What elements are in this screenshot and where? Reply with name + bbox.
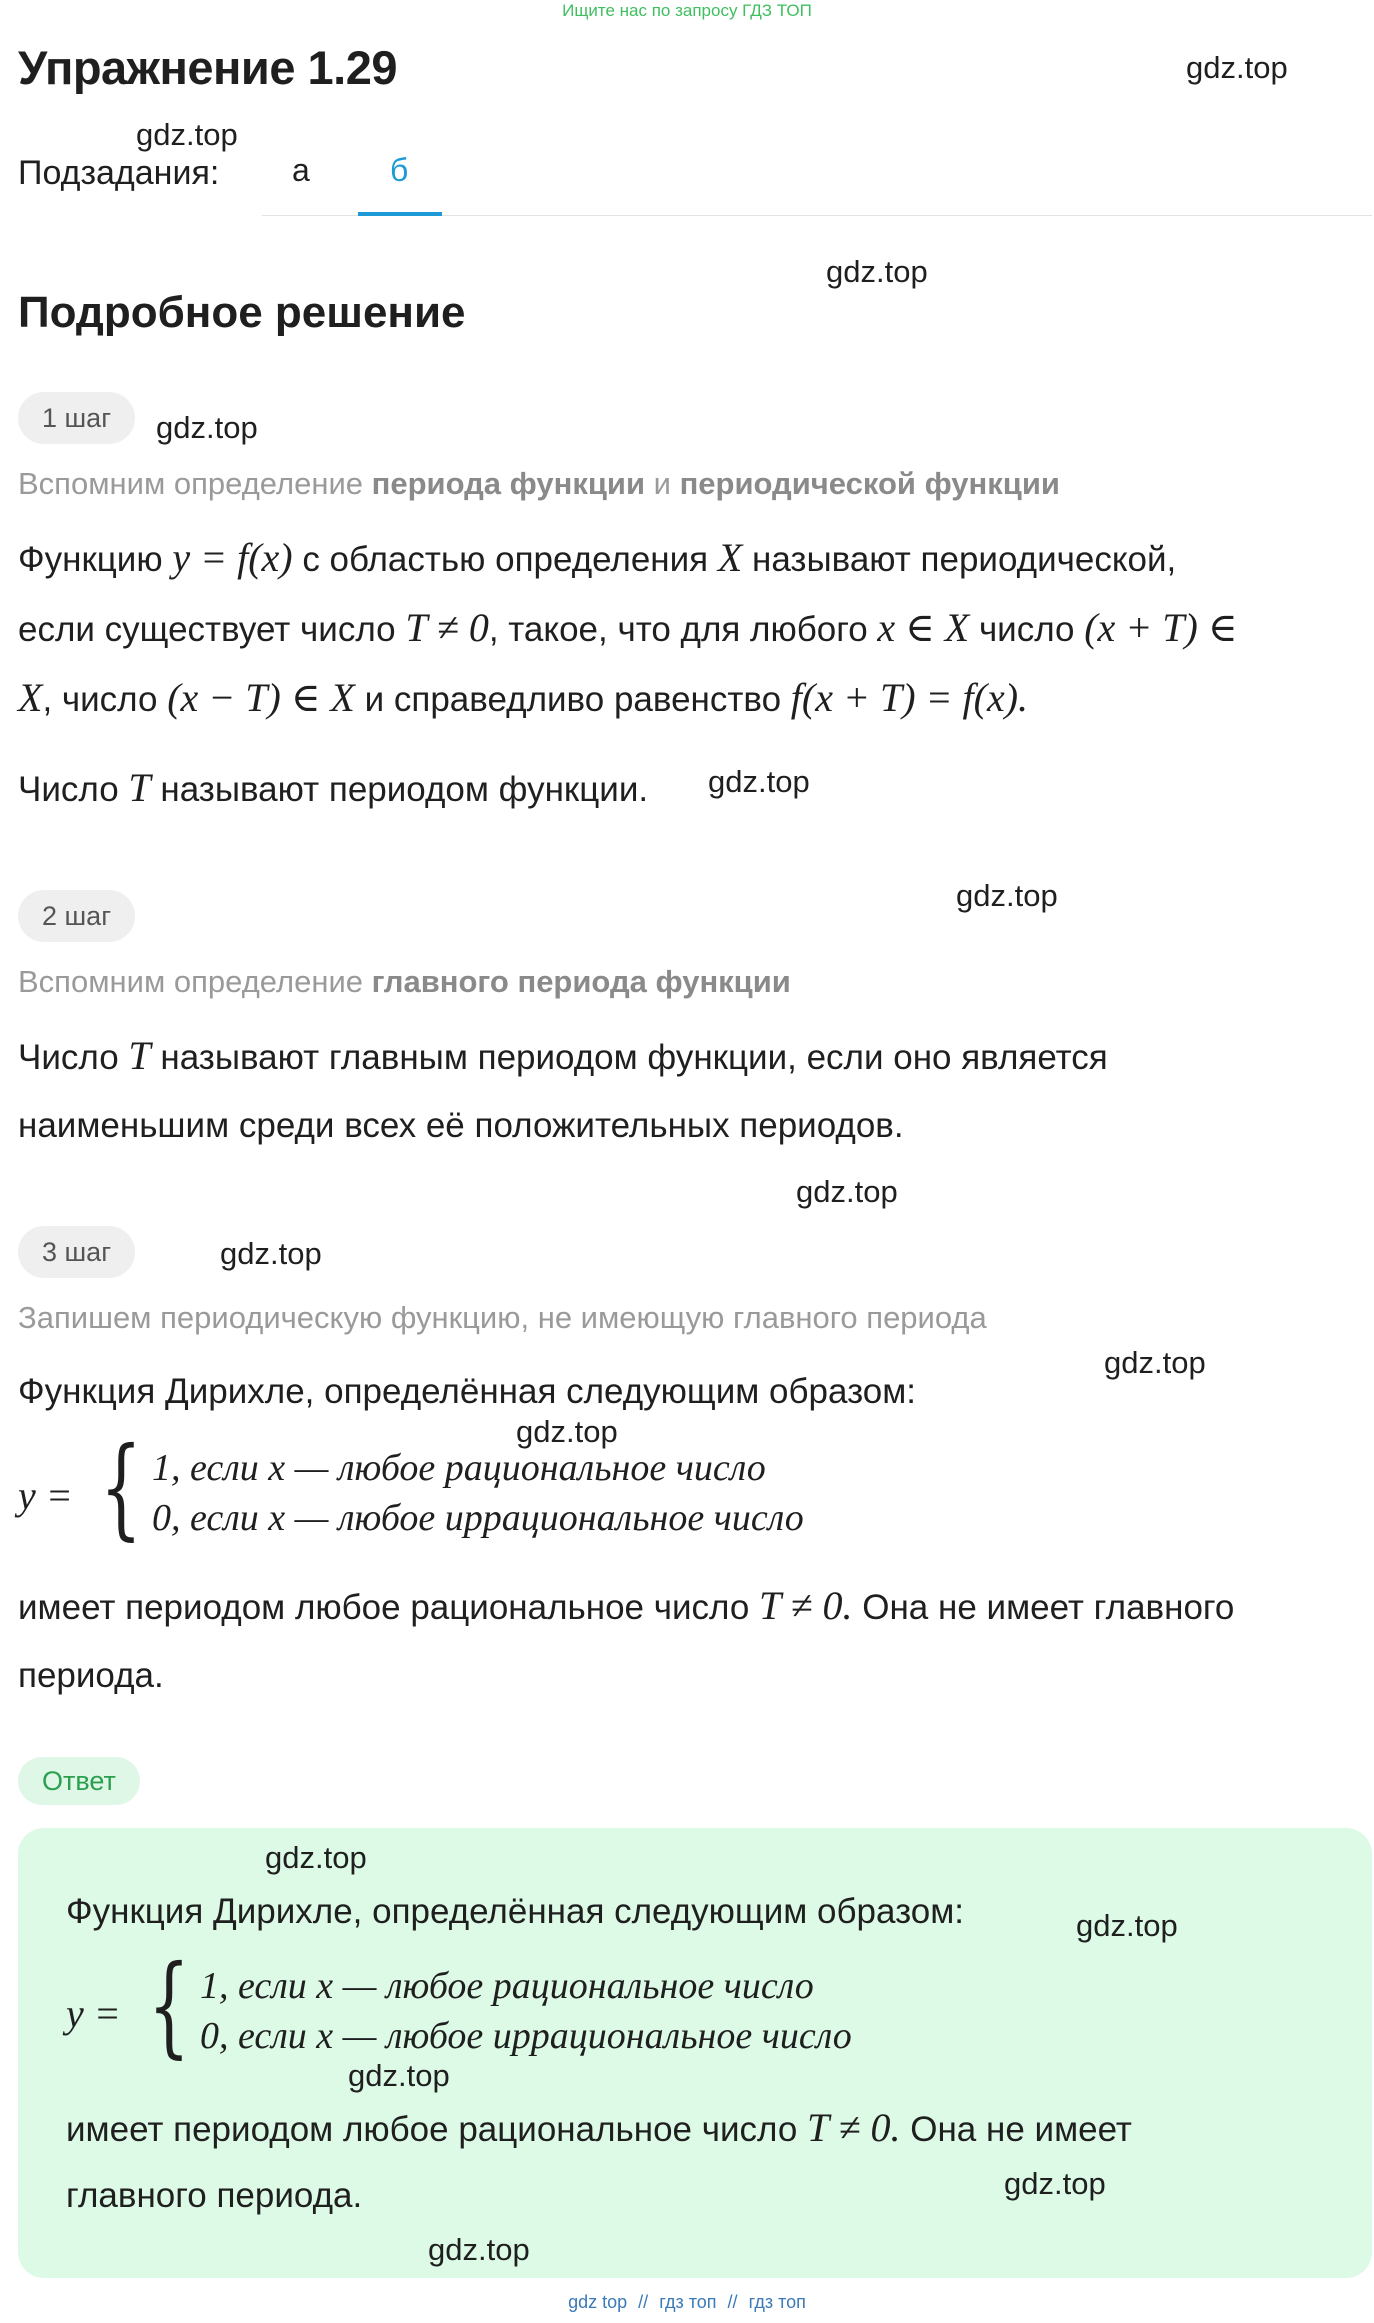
watermark: gdz.top — [826, 254, 928, 289]
curly-brace-icon: { — [148, 1941, 190, 2069]
watermark: gdz.top — [428, 2232, 530, 2267]
footer-link-gdz-top-ru-2[interactable]: гдз топ — [748, 2292, 806, 2312]
watermark: gdz.top — [265, 1840, 367, 1875]
answer-line-1: Функция Дирихле, определённая следующим образом: — [66, 1892, 965, 1931]
answer-case-rational: 1, если x — любое рациональное число — [200, 1965, 814, 2007]
step-2-caption: Вспомним определение главного периода функции — [18, 964, 791, 999]
watermark: gdz.top — [1004, 2166, 1106, 2201]
watermark: gdz.top — [220, 1236, 322, 1271]
footer-link-gdz-top-ru[interactable]: гдз топ — [659, 2292, 717, 2312]
watermark: gdz.top — [1076, 1908, 1178, 1943]
step-1-line-1: Функцию y = f(x) с областью определения X называют периодической, — [18, 535, 1177, 580]
watermark: gdz.top — [1104, 1345, 1206, 1380]
dirichlet-case-irrational: 0, если x — любое иррациональное число — [152, 1497, 804, 1539]
search-banner: Ищите нас по запросу ГДЗ ТОП — [562, 1, 812, 20]
step-1-caption: Вспомним определение периода функции и периодической функции — [18, 466, 1060, 501]
step-1-line-3: X, число (x − T) ∈ X и справедливо равенство f(x + T) = f(x). — [18, 675, 1029, 720]
step-3-line-3: периода. — [18, 1656, 164, 1695]
step-1-line-2: если существует число T ≠ 0, такое, что для любого x ∈ X число (x + T) ∈ — [18, 605, 1238, 650]
footer-separator: // — [727, 2292, 738, 2312]
page-title: Упражнение 1.29 — [18, 41, 397, 94]
step-3-line-1: Функция Дирихле, определённая следующим образом: — [18, 1372, 917, 1411]
footer-link-gdz-top[interactable]: gdz top — [568, 2292, 628, 2312]
step-2-line-2: наименьшим среди всех её положительных периодов. — [18, 1106, 904, 1145]
tab-subtask-a[interactable]: а — [292, 152, 310, 188]
watermark: gdz.top — [708, 764, 810, 799]
step-2-line-1: Число T называют главным периодом функции, если оно является — [18, 1033, 1108, 1078]
step-1-line-4: Число T называют периодом функции. — [18, 765, 649, 810]
section-title: Подробное решение — [18, 288, 466, 337]
watermark: gdz.top — [156, 410, 258, 445]
dirichlet-case-rational: 1, если x — любое рациональное число — [152, 1447, 766, 1489]
watermark: gdz.top — [1186, 50, 1288, 85]
footer-separator: // — [638, 2292, 649, 2312]
answer-dirichlet-lhs: y = — [66, 1991, 121, 2036]
step-3-caption: Запишем периодическую функцию, не имеющую главного периода — [18, 1300, 987, 1335]
tab-subtask-b[interactable]: б — [390, 152, 409, 188]
dirichlet-lhs: y = — [18, 1473, 73, 1518]
watermark: gdz.top — [796, 1174, 898, 1209]
step-1-badge: 1 шаг — [18, 392, 135, 444]
subtasks-label: Подзадания: — [18, 154, 220, 192]
watermark: gdz.top — [516, 1414, 618, 1449]
step-3-line-2: имеет периодом любое рациональное число T ≠ 0. Она не имеет главного — [18, 1583, 1235, 1628]
watermark: gdz.top — [348, 2058, 450, 2093]
answer-line-2: имеет периодом любое рациональное число T ≠ 0. Она не имеет — [66, 2105, 1132, 2150]
step-3-badge: 3 шаг — [18, 1226, 135, 1278]
watermark: gdz.top — [956, 878, 1058, 913]
step-2-badge: 2 шаг — [18, 890, 135, 942]
answer-line-3: главного периода. — [66, 2176, 363, 2215]
answer-badge: Ответ — [18, 1757, 140, 1805]
answer-case-irrational: 0, если x — любое иррациональное число — [200, 2015, 852, 2057]
active-tab-indicator — [358, 212, 442, 216]
watermark: gdz.top — [136, 117, 238, 152]
footer-links — [0, 2292, 1374, 2313]
curly-brace-icon: { — [100, 1423, 142, 1551]
